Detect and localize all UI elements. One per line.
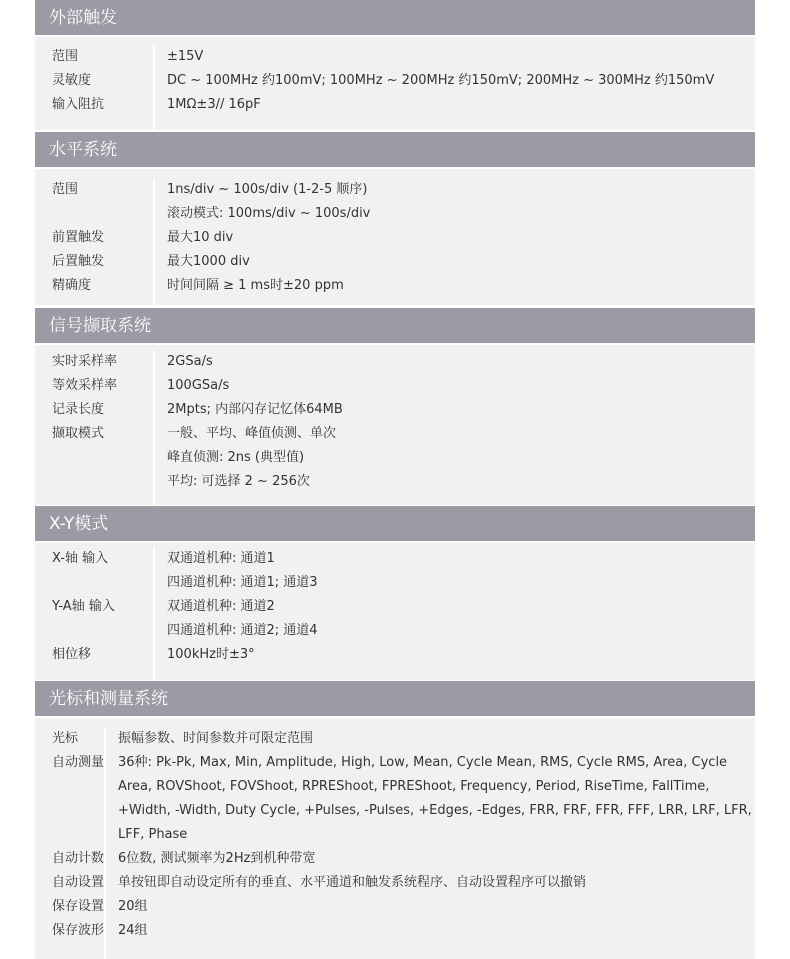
row-label: 光标 <box>52 731 79 746</box>
spacer <box>52 619 153 643</box>
section-external-trigger <box>35 0 755 130</box>
row-value: 滚动模式: 100ms/div ~ 100s/div <box>167 206 371 221</box>
row-label: X-轴 输入 <box>52 551 109 566</box>
row-value: +Width, -Width, Duty Cycle, +Pulses, -Pulses, +Edges, -Edges, FRR, FRF, FFR, FFF, LRR, LRF, LFR, <box>118 803 752 818</box>
section-body <box>35 37 755 130</box>
spacer <box>52 202 153 226</box>
row-value: 四通道机种: 通道1; 通道3 <box>167 575 318 590</box>
row-label: 相位移 <box>52 647 92 662</box>
row-value: 1ns/div ~ 100s/div (1-2-5 顺序) <box>167 182 368 197</box>
row-value: 最大1000 div <box>167 254 250 269</box>
row-label: 实时采样率 <box>52 354 118 369</box>
section-title: 光标和测量系统 <box>35 681 755 718</box>
section-body <box>35 169 755 305</box>
row-label: 范围 <box>52 182 79 197</box>
row-value: 峰直侦测: 2ns (典型值) <box>167 450 305 465</box>
section-body <box>35 718 755 959</box>
section-body <box>35 345 755 505</box>
row-value: 四通道机种: 通道2; 通道4 <box>167 623 318 638</box>
row-value: 100GSa/s <box>167 378 230 393</box>
label-column <box>35 350 155 505</box>
row-label: 撷取模式 <box>52 426 105 441</box>
row-value: 1MΩ±3// 16pF <box>167 97 261 112</box>
row-value: 100kHz时±3° <box>167 647 255 662</box>
label-column <box>35 45 155 130</box>
row-value: 时间间隔 ≥ 1 ms时±20 ppm <box>167 278 344 293</box>
row-label: Y-A轴 输入 <box>52 599 115 614</box>
row-label: 精确度 <box>52 278 92 293</box>
value-column <box>155 350 755 505</box>
row-value: 平均: 可选择 2 ~ 256次 <box>167 474 310 489</box>
row-label: 记录长度 <box>52 402 105 417</box>
row-value: 双通道机种: 通道2 <box>167 599 275 614</box>
row-value: 最大10 div <box>167 230 234 245</box>
row-label: 输入阻抗 <box>52 97 105 112</box>
row-value: 2GSa/s <box>167 354 213 369</box>
label-column <box>35 727 106 959</box>
section-title: 信号撷取系统 <box>35 308 755 345</box>
row-label: 保存波形 <box>52 923 105 938</box>
row-label: 灵敏度 <box>52 73 92 88</box>
spacer <box>52 799 104 823</box>
spacer <box>52 823 104 847</box>
row-label: 自动计数 <box>52 851 105 866</box>
section-title: 水平系统 <box>35 132 755 169</box>
row-value: 6位数, 测试频率为2Hz到机种带宽 <box>118 851 316 866</box>
row-label: 后置触发 <box>52 254 105 269</box>
row-label: 前置触发 <box>52 230 105 245</box>
row-value: LFF, Phase <box>118 827 188 842</box>
section-cursor-measurement <box>35 681 755 959</box>
row-value: 一般、平均、峰值侦测、单次 <box>167 426 337 441</box>
row-label: 范围 <box>52 49 79 64</box>
section-body <box>35 543 755 680</box>
row-value: 24组 <box>118 923 148 938</box>
value-column <box>155 45 755 130</box>
section-xy-mode <box>35 506 755 680</box>
row-value: 2Mpts; 内部闪存记忆体64MB <box>167 402 343 417</box>
row-value: 单按钮即自动设定所有的垂直、水平通道和触发系统程序、自动设置程序可以撤销 <box>118 875 587 890</box>
section-title: X-Y模式 <box>35 506 755 543</box>
spacer <box>52 571 153 595</box>
section-signal-acquisition <box>35 308 755 505</box>
row-value: Area, ROVShoot, FOVShoot, RPREShoot, FPREShoot, Frequency, Period, RiseTime, FallTime, <box>118 779 710 794</box>
row-value: 振幅参数、时间参数并可限定范围 <box>118 731 314 746</box>
row-label: 自动测量 <box>52 755 105 770</box>
label-column <box>35 547 155 680</box>
row-value: DC ~ 100MHz 约100mV; 100MHz ~ 200MHz 约150mV; 200MHz ~ 300MHz 约150mV <box>167 73 715 88</box>
row-label: 自动设置 <box>52 875 105 890</box>
row-label: 保存设置 <box>52 899 105 914</box>
value-column <box>155 178 755 305</box>
row-value: ±15V <box>167 49 204 64</box>
row-label: 等效采样率 <box>52 378 118 393</box>
label-column <box>35 178 155 305</box>
value-column <box>155 547 755 680</box>
spacer <box>52 775 104 799</box>
section-horizontal-system <box>35 132 755 305</box>
value-column <box>106 727 758 959</box>
section-title: 外部触发 <box>35 0 755 37</box>
row-value: 双通道机种: 通道1 <box>167 551 275 566</box>
row-value: 36种: Pk-Pk, Max, Min, Amplitude, High, Low, Mean, Cycle Mean, RMS, Cycle RMS, Area, Cycle <box>118 755 728 770</box>
row-value: 20组 <box>118 899 148 914</box>
